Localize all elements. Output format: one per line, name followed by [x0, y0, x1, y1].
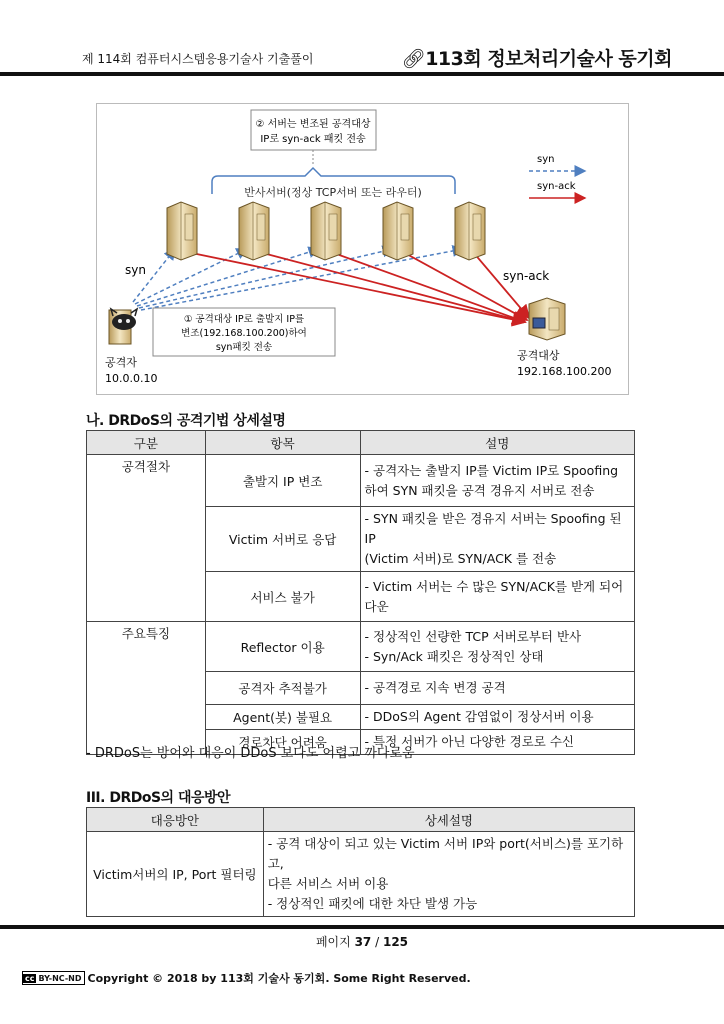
- header-measure: 대응방안: [87, 808, 264, 832]
- server-icon: [455, 202, 485, 260]
- step1-line2: 변조(192.168.100.200)하여: [181, 328, 307, 339]
- top-note-box: [251, 110, 376, 150]
- item-cell: Reflector 이용: [205, 622, 360, 672]
- target-server-icon: [529, 298, 565, 340]
- top-note-line1: ② 서버는 변조된 공격대상: [255, 119, 371, 130]
- server-icon: [311, 202, 341, 260]
- header-divider: [0, 72, 724, 76]
- table-header-row: [87, 808, 635, 832]
- attacker-name: 공격자: [105, 356, 137, 369]
- bracket-label: 반사서버(정상 TCP서버 또는 라우터): [244, 186, 422, 199]
- attacker-computer-icon: [109, 309, 137, 344]
- section-iii-title: III. DRDoS의 대응방안: [86, 790, 231, 806]
- table-row: [87, 622, 635, 672]
- category-cell: 공격절차: [87, 455, 206, 622]
- cc-license-badge-icon: cc BY-NC-ND: [22, 971, 85, 985]
- item-cell: 서비스 불가: [205, 572, 360, 622]
- item-cell: Victim 서버로 응답: [205, 507, 360, 572]
- drdos-note: - DRDoS는 방어와 대응이 DDoS 보다도 어렵고 까다로움: [86, 746, 415, 761]
- syn-label: syn: [125, 263, 146, 277]
- link-icon: 🔗︎: [401, 48, 426, 70]
- header-right-title: 🔗︎113회 정보처리기술사 동기회: [401, 48, 672, 70]
- table-row: [87, 832, 635, 917]
- desc-cell: - 정상적인 선량한 TCP 서버로부터 반사 - Syn/Ack 패킷은 정상적인 상태: [360, 622, 634, 672]
- header-desc: 설명: [360, 431, 634, 455]
- target-ip: 192.168.100.200: [517, 365, 612, 378]
- countermeasure-table: [86, 807, 635, 917]
- section-na-title: 나. DRDoS의 공격기법 상세설명: [86, 413, 286, 429]
- server-icon: [167, 202, 197, 260]
- item-cell: 출발지 IP 변조: [205, 455, 360, 507]
- attack-detail-table: [86, 430, 635, 755]
- reflector-servers: [167, 202, 485, 260]
- top-note-line2: IP로 syn-ack 패킷 전송: [260, 134, 366, 145]
- copyright-line: [22, 970, 471, 986]
- drdos-diagram: [96, 103, 629, 395]
- legend-synack: syn-ack: [537, 181, 576, 192]
- desc-cell: - 공격경로 지속 변경 공격: [360, 672, 634, 705]
- server-icon: [383, 202, 413, 260]
- measure-cell: Victim서버의 IP, Port 필터링: [87, 832, 264, 917]
- category-cell: 주요특징: [87, 622, 206, 755]
- desc-cell: - DDoS의 Agent 감염없이 정상서버 이용: [360, 705, 634, 730]
- server-icon: [239, 202, 269, 260]
- attacker-ip: 10.0.0.10: [105, 372, 158, 385]
- header-detail: 상세설명: [263, 808, 634, 832]
- step1-line1: ① 공격대상 IP로 출발지 IP를: [183, 314, 305, 325]
- footer-divider: [0, 925, 724, 929]
- table-row: [87, 455, 635, 507]
- header-left-title: 제 114회 컴퓨터시스템응용기술사 기출풀이: [82, 52, 314, 66]
- step1-note-box: [153, 308, 335, 356]
- header-item: 항목: [205, 431, 360, 455]
- desc-cell: - SYN 패킷을 받은 경유지 서버는 Spoofing 된 IP (Victim 서버)로 SYN/ACK 를 전송: [360, 507, 634, 572]
- step1-line3: syn패킷 전송: [215, 342, 273, 353]
- legend: [529, 154, 585, 198]
- page-number: 페이지 37 / 125: [315, 935, 409, 949]
- target-name: 공격대상: [517, 349, 560, 362]
- item-cell: Agent(봇) 불필요: [205, 705, 360, 730]
- item-cell: 경로차단 어려움: [205, 730, 360, 755]
- synack-label: syn-ack: [503, 269, 550, 283]
- table-header-row: [87, 431, 635, 455]
- desc-cell: - 공격자는 출발지 IP를 Victim IP로 Spoofing 하여 SYN 패킷을 공격 경유지 서버로 전송: [360, 455, 634, 507]
- legend-syn: syn: [537, 154, 555, 165]
- item-cell: 공격자 추적불가: [205, 672, 360, 705]
- detail-cell: - 공격 대상이 되고 있는 Victim 서버 IP와 port(서비스)를 포기하고, 다른 서비스 서버 이용 - 정상적인 패킷에 대한 차단 발생 가능: [263, 832, 634, 917]
- desc-cell: - 특정 서버가 아닌 다양한 경로로 수신: [360, 730, 634, 755]
- copyright-text: Copyright © 2018 by 113회 기술사 동기회. Some Right Reserved.: [87, 972, 471, 985]
- header-category: 구분: [87, 431, 206, 455]
- desc-cell: - Victim 서버는 수 많은 SYN/ACK를 받게 되어 다운: [360, 572, 634, 622]
